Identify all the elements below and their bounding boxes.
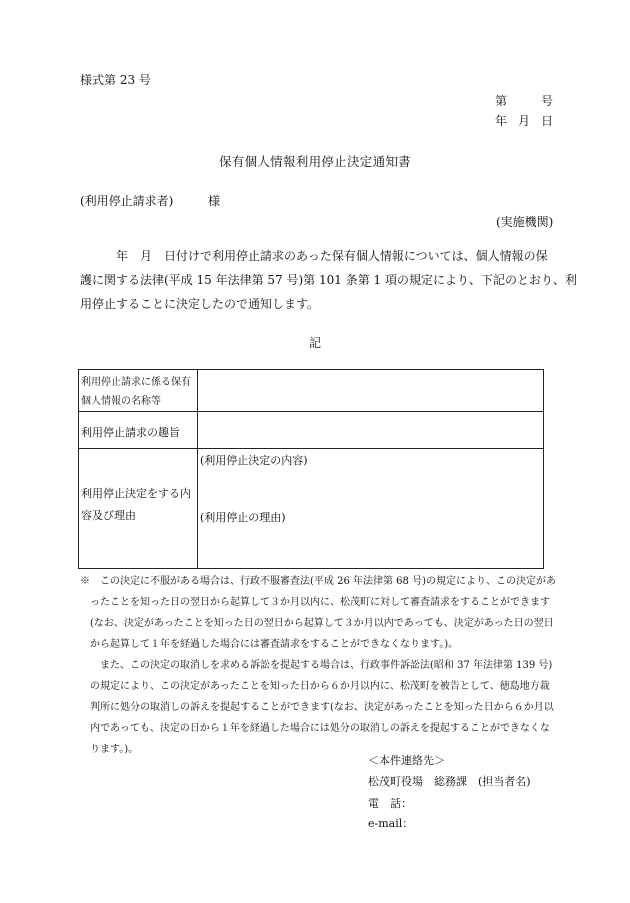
information-name-label-cell	[79, 370, 198, 412]
note-line: ※ この決定に不服がある場合は、行政不服審査法(平成 26 年法律第 68 号)の規定により、この決定があ	[80, 576, 556, 587]
note-line: 内であっても、決定の日から１年を経過した場合には処分の取消しの訴えを提起することができなくな	[80, 723, 550, 734]
decision-reason-value-cell[interactable]	[198, 449, 544, 569]
table-row	[79, 412, 544, 449]
request-purpose-label: 利用停止請求の趣旨	[81, 426, 180, 439]
contact-heading: ＜本件連絡先＞	[368, 754, 445, 767]
note-line: (なお、決定があったことを知った日の翌日から起算して３か月以内であっても、決定があった日の翌日	[80, 618, 554, 629]
information-name-label-line1: 利用停止請求に係る保有	[81, 377, 191, 388]
body-line: 用停止することに決定したので通知します。	[80, 297, 320, 311]
date-year-label: 年	[495, 114, 508, 128]
table-row	[79, 370, 544, 412]
note-line: ります。)。	[80, 744, 139, 755]
decision-content-label: (利用停止決定の内容)	[200, 454, 308, 467]
requester-label: (利用停止請求者)	[80, 194, 174, 208]
decision-reason-label-line2: 容及び理由	[81, 509, 136, 522]
contact-email: e-mail：	[368, 817, 414, 830]
date-month-label: 月	[518, 114, 531, 128]
document-title: 保有個人情報利用停止決定通知書	[218, 154, 411, 169]
note-line: また、この決定の取消しを求める訴訟を提起する場合は、行政事件訴訟法(昭和 37 年法律第 139 号)	[80, 660, 553, 671]
decision-table	[78, 369, 544, 569]
body-paragraph	[80, 244, 577, 316]
contact-phone: 電 話：	[368, 797, 412, 810]
table-row	[79, 449, 544, 569]
body-line: 年 月 日付けで利用停止請求のあった保有個人情報については、個人情報の保	[80, 249, 548, 263]
information-name-label-line2: 個人情報の名称等	[81, 396, 161, 407]
ki-heading: 記	[308, 336, 321, 350]
request-purpose-value-cell[interactable]	[198, 412, 544, 449]
note-line: の規定により、この決定があったことを知った日から６か月以内に、松茂町を被告として、徳島地方裁	[80, 681, 550, 692]
body-line: 護に関する法律(平成 15 年法律第 57 号)第 101 条第 1 項の規定により、下記のとおり、利	[80, 273, 577, 287]
contact-office: 松茂町役場 総務課 (担当者名)	[368, 775, 531, 788]
document-number-suffix: 号	[541, 94, 554, 108]
date-day-label: 日	[541, 114, 554, 128]
decision-reason-label-cell	[79, 449, 198, 569]
decision-reason-label-line1: 利用停止決定をする内	[81, 487, 191, 500]
note-line: から起算して１年を経過した場合には審査請求をすることができなくなります。)。	[80, 639, 459, 650]
decision-reason-label: (利用停止の理由)	[200, 511, 286, 524]
honorific-sama: 様	[208, 194, 221, 208]
note-line: ったことを知った日の翌日から起算して３か月以内に、松茂町に対して審査請求をすることができます	[80, 597, 550, 608]
agency-label: (実施機関)	[496, 215, 554, 229]
request-purpose-label-cell	[79, 412, 198, 449]
form-number: 様式第 23 号	[80, 73, 151, 87]
appeal-notes	[80, 571, 556, 760]
information-name-value-cell[interactable]	[198, 370, 544, 412]
note-line: 判所に処分の取消しの訴えを提起することができます(なお、決定があったことを知った日から６か月以	[80, 702, 554, 713]
document-number-prefix: 第	[495, 94, 508, 108]
